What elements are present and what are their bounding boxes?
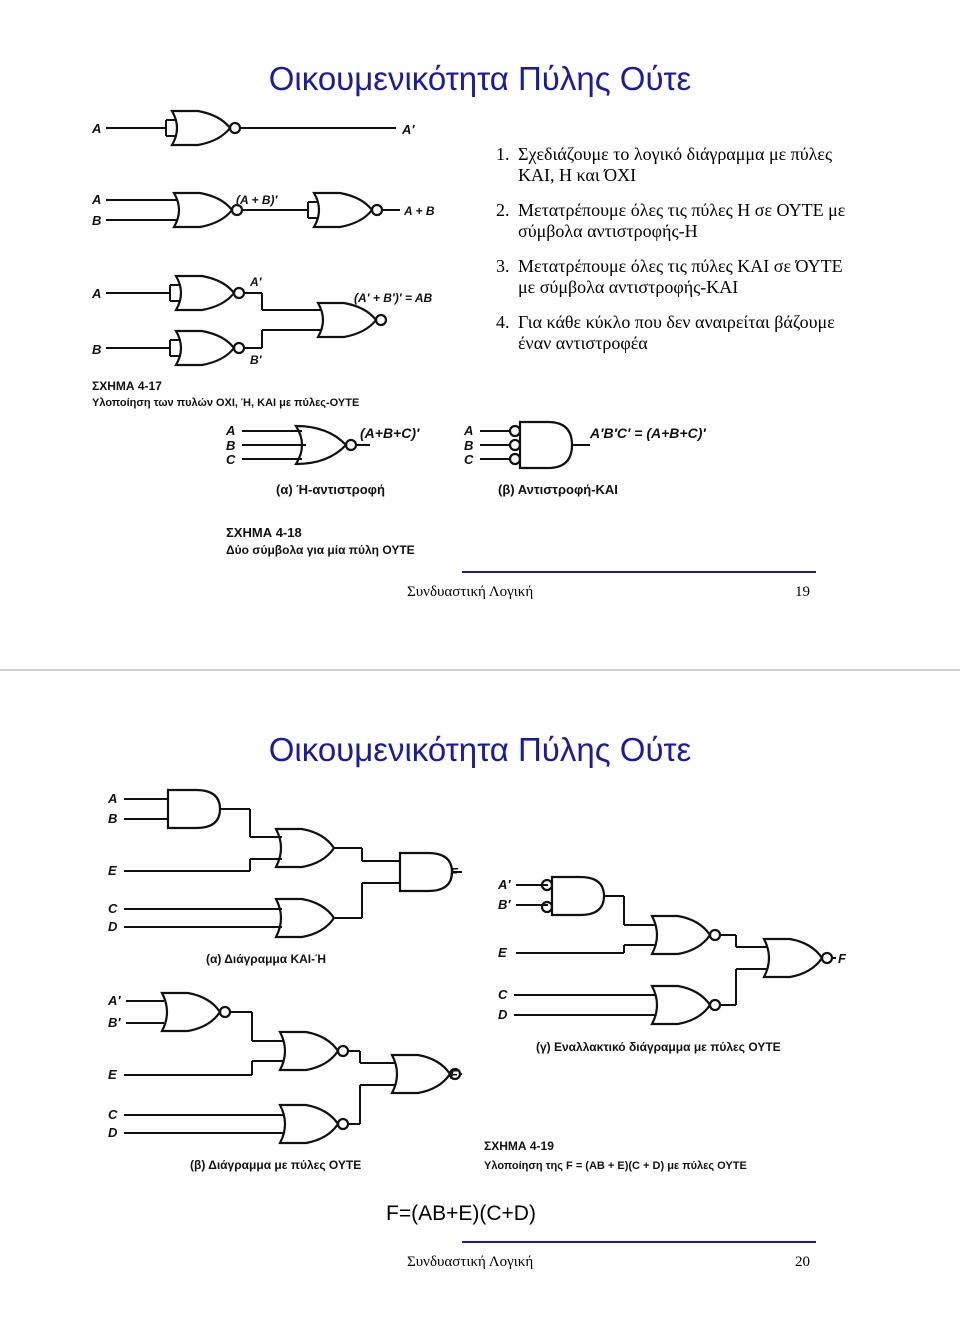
slide-19 [0,0,960,670]
nor-gate-or-1 [174,193,242,227]
fig19a-f: F [450,865,458,880]
nor-gate-and-2 [176,331,244,365]
fig19-caption-title: ΣΧΗΜΑ 4-19 [484,1139,554,1153]
step-3 [496,256,856,298]
fig19b-a: A′ [108,993,121,1008]
fig18b-input-b: B [464,438,474,453]
fig18a-input-b: B [226,438,236,453]
fig19b-caption: (β) Διάγραμμα με πύλες ΟΥΤΕ [190,1158,362,1172]
slide-20 [0,671,960,1341]
footer-rule [462,1241,816,1243]
invert-and-gate-ab [542,877,604,915]
step-4 [496,312,856,354]
fig18a-input-c: C [226,452,236,467]
slide1-steps-3-text: Για κάθε κύκλο που δεν αναιρείται βάζουμε έναν αντιστροφέα [518,312,835,353]
fig19b-c: C [108,1107,118,1122]
nor-gate-cd-c [652,986,720,1024]
nor-gate-abe [280,1032,348,1070]
label-b-prime: B′ [250,353,262,367]
label-a-prime: A′ [250,275,262,289]
steps-list [496,144,856,368]
slide1-steps-0-text: Σχεδιάζουμε το λογικό διάγραμμα με πύλες ΚΑΙ, Η και ΌΧΙ [518,144,833,185]
fig18-caption-text: Δύο σύμβολα για μία πύλη ΟΥΤΕ [226,543,415,557]
label-a-or-b: A + B [404,204,435,218]
fig18a-caption: (α) Ή-αντιστροφή [276,482,385,497]
footer-page-number: 19 [795,584,810,600]
label-and-result: (A′ + B′)′ = AB [354,291,433,305]
formula: F=(AB+E)(C+D) [386,1202,536,1225]
nor-gate-abe-c [652,916,720,954]
fig19b-f: F [450,1067,458,1082]
fig18a-output: (A+B+C)′ [360,425,420,441]
step-2 [496,200,856,242]
fig19c-b: B′ [498,897,511,912]
slide1-steps-3-num: 4. [496,312,510,332]
fig19c-f: F [838,951,846,966]
fig19a-a: A [108,791,118,806]
slide-title: Οικουμενικότητα Πύλης Ούτε [268,731,692,768]
fig18a-input-a: A [226,423,236,438]
fig18b-input-a: A [464,423,474,438]
fig17-caption-text: Υλοποίηση των πυλών ΟΧΙ, Ή, ΚΑΙ με πύλες-ΟΥΤΕ [92,397,360,409]
fig19b-e: E [108,1067,117,1082]
fig19a-caption: (α) Διάγραμμα ΚΑΙ-Ή [206,952,326,966]
nor-gate-and-3 [318,303,386,337]
label-b2: B [92,213,102,228]
nor-gate-or-2 [314,193,382,227]
footer-rule [462,571,816,573]
fig19b-b: B′ [108,1015,121,1030]
footer-course: Συνδυαστική Λογική [407,1254,534,1270]
or-gate-cd [276,899,334,937]
figure-4-18 [210,398,780,563]
footer-course: Συνδυαστική Λογική [407,584,534,600]
nor-gate-ab [162,993,230,1031]
nor-gate-cd [280,1105,348,1143]
and-gate-ab [168,790,220,828]
fig19-caption-text: Υλοποίηση της F = (AB + E)(C + D) με πύλες ΟΥΤΕ [484,1160,747,1172]
nor-gate-f-c [764,939,832,977]
label-a1: A [92,121,102,136]
fig18-caption-title: ΣΧΗΜΑ 4-18 [226,525,302,540]
label-a-not: A′ [402,122,415,137]
fig19c-e: E [498,945,507,960]
fig19a-d: D [108,919,118,934]
footer-page-number: 20 [795,1254,810,1270]
slide1-steps-1-text: Μετατρέπουμε όλες τις πύλες Η σε ΟΥΤΕ με σύμβολα αντιστροφής-Η [518,200,846,241]
fig18b-input-c: C [464,452,474,467]
step-1 [496,144,856,186]
and-gate-f-a [400,853,452,891]
figure-4-19 [100,787,868,1187]
fig18b-output: A′B′C′ = (A+B+C)′ [590,425,706,441]
slide1-steps-2-text: Μετατρέπουμε όλες τις πύλες ΚΑΙ σε ΌΥΤΕ με σύμβολα αντιστροφής-ΚΑΙ [518,256,843,297]
fig19c-c: C [498,987,508,1002]
figure-4-17 [86,108,466,413]
nor-gate-not [172,111,240,145]
fig19a-b: B [108,811,118,826]
fig19a-e: E [108,863,117,878]
fig19c-a: A′ [498,877,511,892]
and-gate-b [520,422,572,468]
label-b3: B [92,342,102,357]
slide1-steps-0-num: 1. [496,144,510,164]
fig19c-caption: (γ) Εναλλακτικό διάγραμμα με πύλες ΟΥΤΕ [536,1040,781,1054]
fig19c-d: D [498,1007,508,1022]
slide1-steps-2-num: 3. [496,256,510,276]
fig18b-caption: (β) Αντιστροφή-ΚΑΙ [498,482,618,497]
label-a2: A [92,192,102,207]
or-gate-abe [276,829,334,867]
fig19a-c: C [108,901,118,916]
label-a3: A [92,286,102,301]
slide-title: Οικουμενικότητα Πύλης Ούτε [268,60,692,97]
fig19b-d: D [108,1125,118,1140]
fig17-caption-title: ΣΧΗΜΑ 4-17 [92,379,162,393]
slide1-steps-1-num: 2. [496,200,510,220]
label-a-or-b-not: (A + B)′ [236,193,278,207]
nor-gate-and-1 [176,276,244,310]
